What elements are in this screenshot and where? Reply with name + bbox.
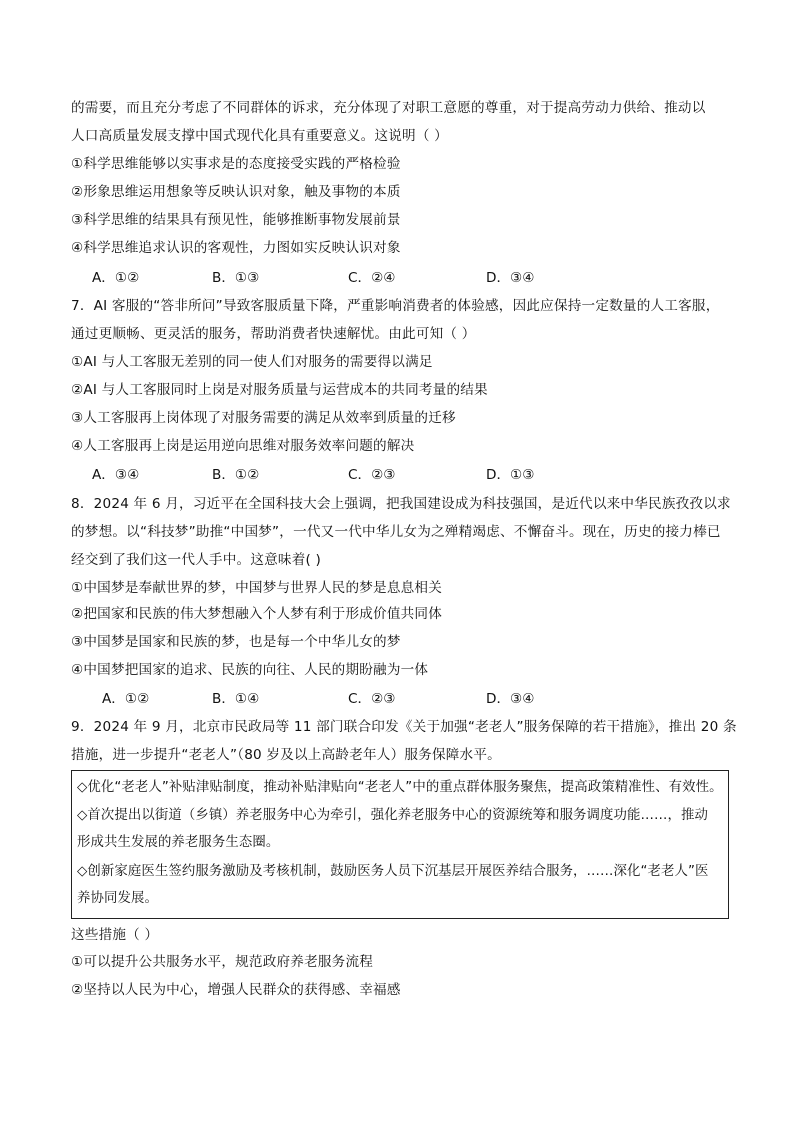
q6-option-a[interactable]: A．①② <box>92 270 140 286</box>
q8-option-c[interactable]: C．②③ <box>348 691 396 707</box>
q9-box-line-3: 形成共生发展的养老服务生态圈。 <box>77 835 280 850</box>
q8-statement-2: ②把国家和民族的伟大梦想融入个人梦有利于形成价值共同体 <box>71 606 443 622</box>
q7-option-d[interactable]: D．①③ <box>486 467 535 483</box>
q9-box-line-4: ◇创新家庭医生签约服务激励及考核机制，鼓励医务人员下沉基层开展医养结合服务，……深化“老老人”医 <box>77 864 709 879</box>
q6-option-d[interactable]: D．③④ <box>486 270 535 286</box>
q8-statement-4: ④中国梦把国家的追求、民族的向往、人民的期盼融为一体 <box>71 662 429 678</box>
q9-box-line-2: ◇首次提出以街道（乡镇）养老服务中心为牵引，强化养老服务中心的资源统筹和服务调度功能……，推动 <box>77 808 708 823</box>
q9-statement-2: ②坚持以人民为中心，增强人民群众的获得感、幸福感 <box>71 982 401 998</box>
q8-option-b[interactable]: B．①④ <box>212 691 260 707</box>
q8-statement-1: ①中国梦是奉献世界的梦，中国梦与世界人民的梦是息息相关 <box>71 580 443 596</box>
q8-option-a[interactable]: A．①② <box>102 691 150 707</box>
q6-statement-1: ①科学思维能够以实事求是的态度接受实践的严格检验 <box>71 156 401 172</box>
q9-box-line-1: ◇优化“老老人”补贴津贴制度，推动补贴津贴向“老老人”中的重点群体服务聚焦，提高政策精准性、有效性。 <box>77 780 723 795</box>
q7-option-b[interactable]: B．①② <box>212 467 260 483</box>
q7-statement-1: ①AI 与人工客服无差别的同一使人们对服务的需要得以满足 <box>71 354 433 370</box>
q8-stem-line-3: 经交到了我们这一代人手中。这意味着( ) <box>71 552 322 568</box>
q6-option-b[interactable]: B．①③ <box>212 270 260 286</box>
q8-stem-line-2: 的梦想。以“科技梦”助推“中国梦”，一代又一代中华儿女为之殚精竭虑、不懈奋斗。现在，历史的接力棒已 <box>71 524 721 540</box>
q6-statement-4: ④科学思维追求认识的客观性，力图如实反映认识对象 <box>71 240 401 256</box>
q8-option-d[interactable]: D．③④ <box>486 691 535 707</box>
q6-statement-3: ③科学思维的结果具有预见性，能够推断事物发展前景 <box>71 212 401 228</box>
q6-stem-line-2: 人口高质量发展支撑中国式现代化具有重要意义。这说明（ ） <box>71 128 448 144</box>
q6-statement-2: ②形象思维运用想象等反映认识对象，触及事物的本质 <box>71 184 401 200</box>
q7-statement-2: ②AI 与人工客服同时上岗是对服务质量与运营成本的共同考量的结果 <box>71 382 488 398</box>
q9-stem-line-2: 措施，进一步提升“老老人”（80 岁及以上高龄老年人）服务保障水平。 <box>71 747 501 763</box>
q6-stem-line-1: 的需要，而且充分考虑了不同群体的诉求，充分体现了对职工意愿的尊重，对于提高劳动力供给、推动以 <box>71 100 706 116</box>
q7-statement-3: ③人工客服再上岗体现了对服务需要的满足从效率到质量的迁移 <box>71 410 456 426</box>
q6-option-c[interactable]: C．②④ <box>348 270 396 286</box>
q8-stem-line-1: 8．2024 年 6 月，习近平在全国科技大会上强调，把我国建设成为科技强国，是近代以来中华民族孜孜以求 <box>71 496 731 512</box>
q9-box-line-5: 养协同发展。 <box>77 891 158 906</box>
q9-material-box <box>71 770 729 919</box>
q9-prompt: 这些措施（ ） <box>71 927 159 943</box>
q7-stem-line-2: 通过更顺畅、更灵活的服务，帮助消费者快速解忧。由此可知（ ） <box>71 326 476 342</box>
q9-statement-1: ①可以提升公共服务水平，规范政府养老服务流程 <box>71 954 374 970</box>
q7-option-a[interactable]: A．③④ <box>92 467 140 483</box>
q7-option-c[interactable]: C．②③ <box>348 467 396 483</box>
q8-statement-3: ③中国梦是国家和民族的梦，也是每一个中华儿女的梦 <box>71 634 401 650</box>
q7-statement-4: ④人工客服再上岗是运用逆向思维对服务效率问题的解决 <box>71 438 415 454</box>
q7-stem-line-1: 7．AI 客服的“答非所问”导致客服质量下降，严重影响消费者的体验感，因此应保持一定数量的人工客服， <box>71 298 720 314</box>
q9-stem-line-1: 9．2024 年 9 月，北京市民政局等 11 部门联合印发《关于加强“老老人”服务保障的若干措施》，推出 20 条 <box>71 719 737 735</box>
